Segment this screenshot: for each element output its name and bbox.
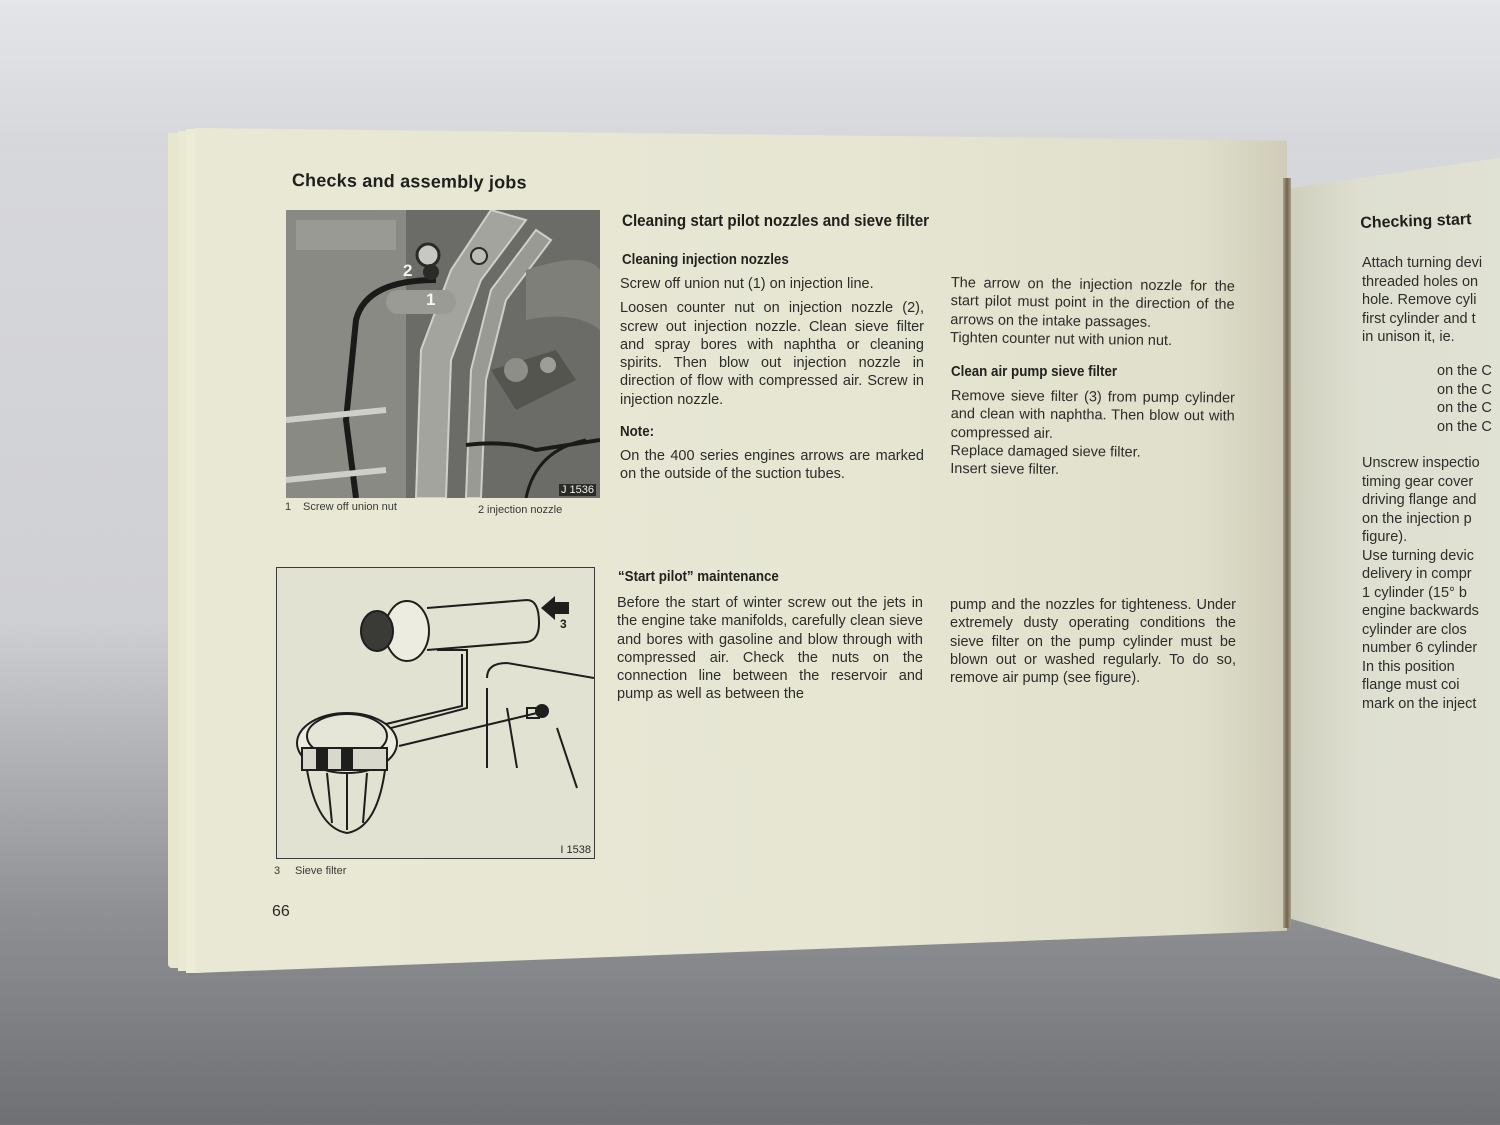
note-text: On the 400 series engines arrows are marked on the outside of the suction tubes. <box>620 448 924 483</box>
section1-col-a <box>620 275 924 409</box>
caption-sieve-filter: Sieve filter <box>295 865 347 877</box>
figure-code: J 1536 <box>560 484 594 496</box>
text-line: flange must coi <box>1362 677 1460 693</box>
page-number: 66 <box>272 903 290 920</box>
text-line: on the C <box>1437 381 1492 398</box>
text-line: on the injection p <box>1362 510 1472 527</box>
section1-col-b <box>950 274 1235 351</box>
air-pump-illustration <box>277 568 594 858</box>
right-page-indented <box>1362 362 1500 436</box>
svg-text:2: 2 <box>403 261 413 280</box>
text-line: Attach turning devi <box>1362 255 1483 271</box>
text-line: In this position <box>1362 658 1455 675</box>
caption-number: 3 <box>274 865 281 877</box>
caption-number: 2 <box>478 504 485 516</box>
text-line: hole. Remove cyli <box>1362 292 1477 308</box>
text-line: on the C <box>1437 400 1492 416</box>
right-page-para2 <box>1362 454 1500 713</box>
text-line: first cylinder and t <box>1362 310 1476 327</box>
air-pump-diagram <box>276 567 595 859</box>
paragraph: Remove sieve filter (3) from pump cylinder and clean with naphtha. Then blow out with compressed air. <box>950 387 1235 442</box>
svg-text:1: 1 <box>426 290 436 309</box>
paragraph: Insert sieve filter. <box>950 461 1060 479</box>
text-line: on the C <box>1437 418 1492 435</box>
section1-sieve-text <box>950 387 1235 481</box>
section-title: “Start pilot” maintenance <box>618 569 779 585</box>
text-line: cylinder are clos <box>1362 621 1467 638</box>
text-line: 1 cylinder (15° b <box>1362 584 1467 601</box>
paragraph: Tighten counter nut with union nut. <box>949 329 1173 349</box>
text-line: number 6 cylinder <box>1362 640 1478 656</box>
paragraph: Loosen counter nut on injection nozzle (2), screw out injection nozzle. Clean sieve filter and spray bores with naphtha or cleaning spirits. Then blow out injection nozzle in direction of flow with compressed air. Screw in injection nozzle. <box>620 300 924 408</box>
subsection-title: Clean air pump sieve filter <box>951 364 1118 380</box>
caption-injection-nozzle: injection nozzle <box>487 504 563 516</box>
text-line: figure). <box>1362 529 1408 545</box>
section2-col-b: pump and the nozzles for tighteness. Under extremely dusty operating conditions the sieve filter on the pump cylinder must be blown out or washed regularly. To do so, remove air pump (see figure). <box>950 597 1236 687</box>
right-page-para1 <box>1362 254 1500 347</box>
paragraph: The arrow on the injection nozzle for the start pilot must point in the direction of the arrows on the intake passages. <box>950 274 1235 331</box>
text-line: mark on the inject <box>1362 695 1477 712</box>
caption-number: 1 <box>285 501 292 513</box>
paragraph: Screw off union nut (1) on injection line. <box>620 276 874 292</box>
background <box>0 0 1500 150</box>
subsection-title: Cleaning injection nozzles <box>622 252 789 268</box>
book-gutter <box>1283 178 1291 928</box>
text-line: delivery in compr <box>1362 566 1472 582</box>
text-line: timing gear cover <box>1362 473 1474 490</box>
figure-code: I 1538 <box>560 844 591 856</box>
section2-col-a: Before the start of winter screw out the jets in the engine take manifolds, carefully clean sieve and bores with gasoline and blow through with compressed air. Check the nuts on the connection line between the reservoir and pump as well as between the <box>617 595 923 703</box>
section-title: Cleaning start pilot nozzles and sieve filter <box>622 212 930 230</box>
right-page-title: Checking start <box>1360 211 1472 232</box>
chapter-title: Checks and assembly jobs <box>291 170 527 193</box>
text-line: threaded holes on <box>1362 273 1479 290</box>
text-line: on the C <box>1437 363 1492 379</box>
caption-union-nut: Screw off union nut <box>303 501 397 513</box>
engine-photo-illustration <box>286 210 600 498</box>
text-line: engine backwards <box>1362 603 1479 619</box>
text-line: Use turning devic <box>1362 547 1475 564</box>
svg-text:3: 3 <box>560 617 567 631</box>
note-label: Note: <box>620 424 655 440</box>
paragraph: Replace damaged sieve filter. <box>950 442 1141 461</box>
engine-photo <box>286 210 600 498</box>
text-line: in unison it, ie. <box>1362 329 1455 345</box>
text-line: driving flange and <box>1362 492 1477 508</box>
text-line: Unscrew inspectio <box>1362 455 1480 471</box>
